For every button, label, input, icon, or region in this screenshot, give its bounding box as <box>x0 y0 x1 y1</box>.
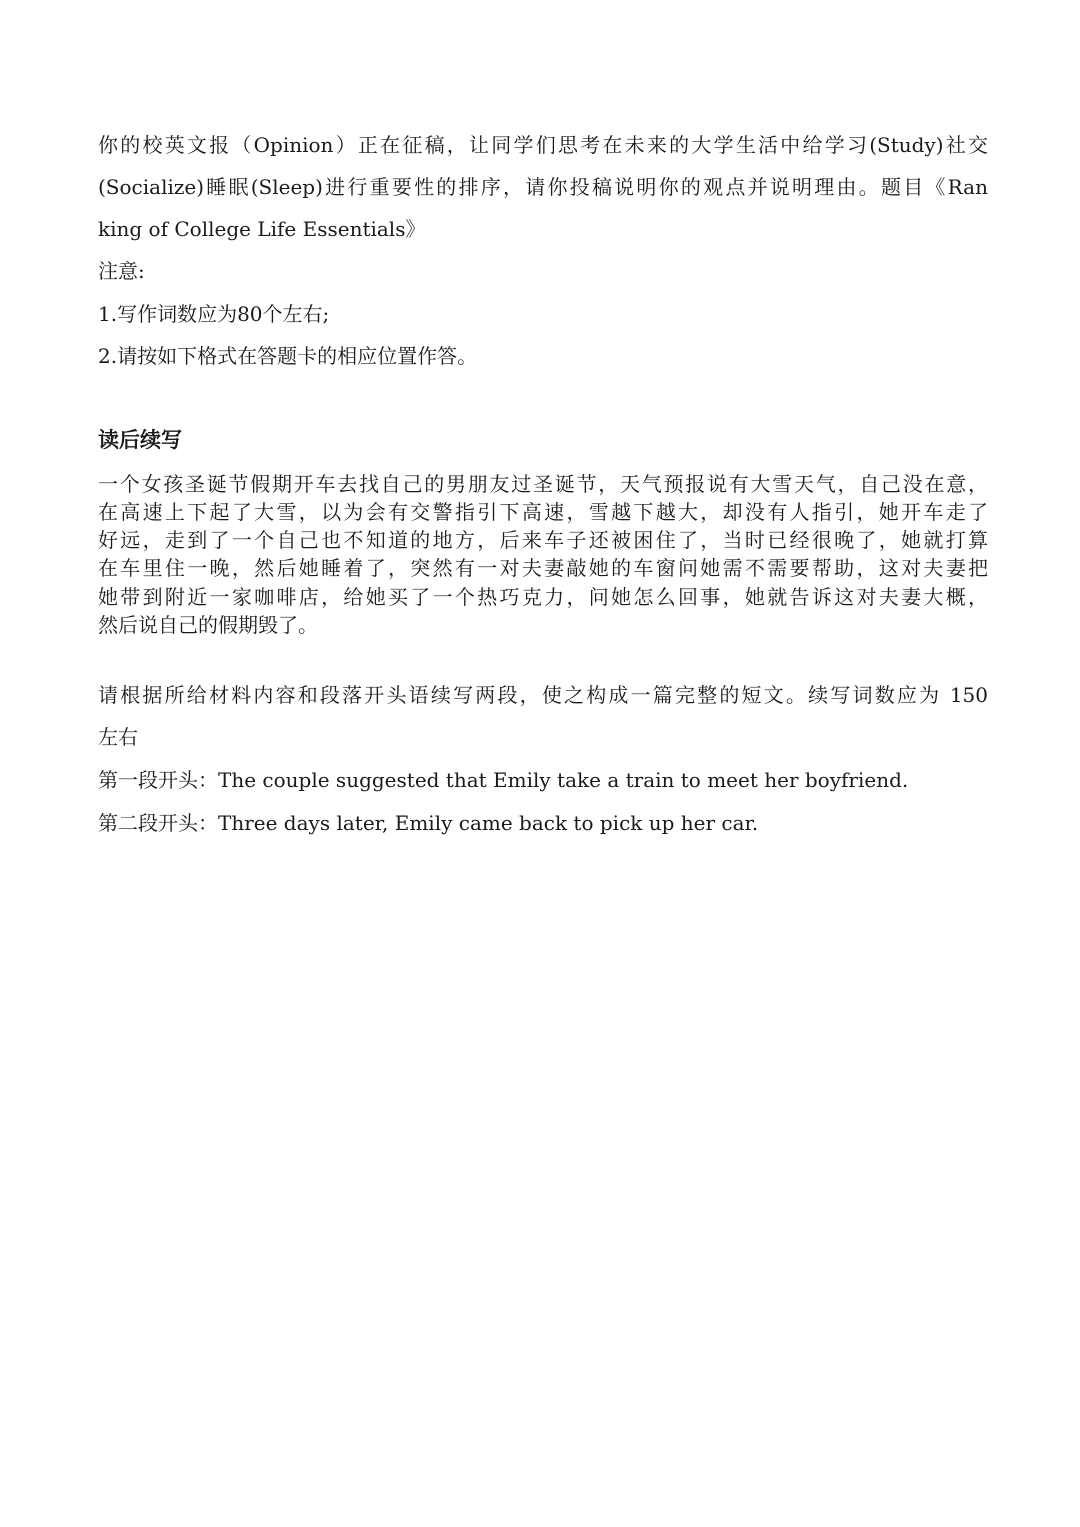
task1-line-1: 你的校英文报（Opinion）正在征稿，让同学们思考在未来的大学生活中给学习(Study)社交 <box>98 133 988 157</box>
story-line-2: 在高速上下起了大雪，以为会有交警指引下高速，雪越下越大，却没有人指引，她开车走了 <box>98 500 988 524</box>
note-item-2: 2.请按如下格式在答题卡的相应位置作答。 <box>98 344 478 368</box>
story-line-4: 在车里住一晚，然后她睡着了，突然有一对夫妻敲她的车窗问她需不需要帮助，这对夫妻把 <box>98 556 988 580</box>
story-line-5: 她带到附近一家咖啡店，给她买了一个热巧克力，问她怎么回事，她就告诉这对夫妻大概， <box>98 585 988 609</box>
section-heading: 读后续写 <box>98 428 182 452</box>
story-line-1: 一个女孩圣诞节假期开车去找自己的男朋友过圣诞节，天气预报说有大雪天气，自己没在意， <box>98 472 988 496</box>
paragraph-2-opening: 第二段开头：Three days later, Emily came back to pick up her car. <box>98 811 759 835</box>
paragraph-1-opening: 第一段开头：The couple suggested that Emily take a train to meet her boyfriend. <box>98 768 909 792</box>
task1-line-2: (Socialize)睡眠(Sleep)进行重要性的排序，请你投稿说明你的观点并说明理由。题目《Ran <box>98 175 988 199</box>
story-line-6: 然后说自己的假期毁了。 <box>98 613 318 637</box>
note-label: 注意: <box>98 259 145 283</box>
note-item-1: 1.写作词数应为80个左右; <box>98 302 330 326</box>
instruction-line-1: 请根据所给材料内容和段落开头语续写两段，使之构成一篇完整的短文。续写词数应为 150 <box>98 683 988 707</box>
instruction-line-2: 左右 <box>98 725 138 749</box>
task1-line-3: king of College Life Essentials》 <box>98 217 426 241</box>
story-line-3: 好远，走到了一个自己也不知道的地方，后来车子还被困住了，当时已经很晚了，她就打算 <box>98 528 988 552</box>
